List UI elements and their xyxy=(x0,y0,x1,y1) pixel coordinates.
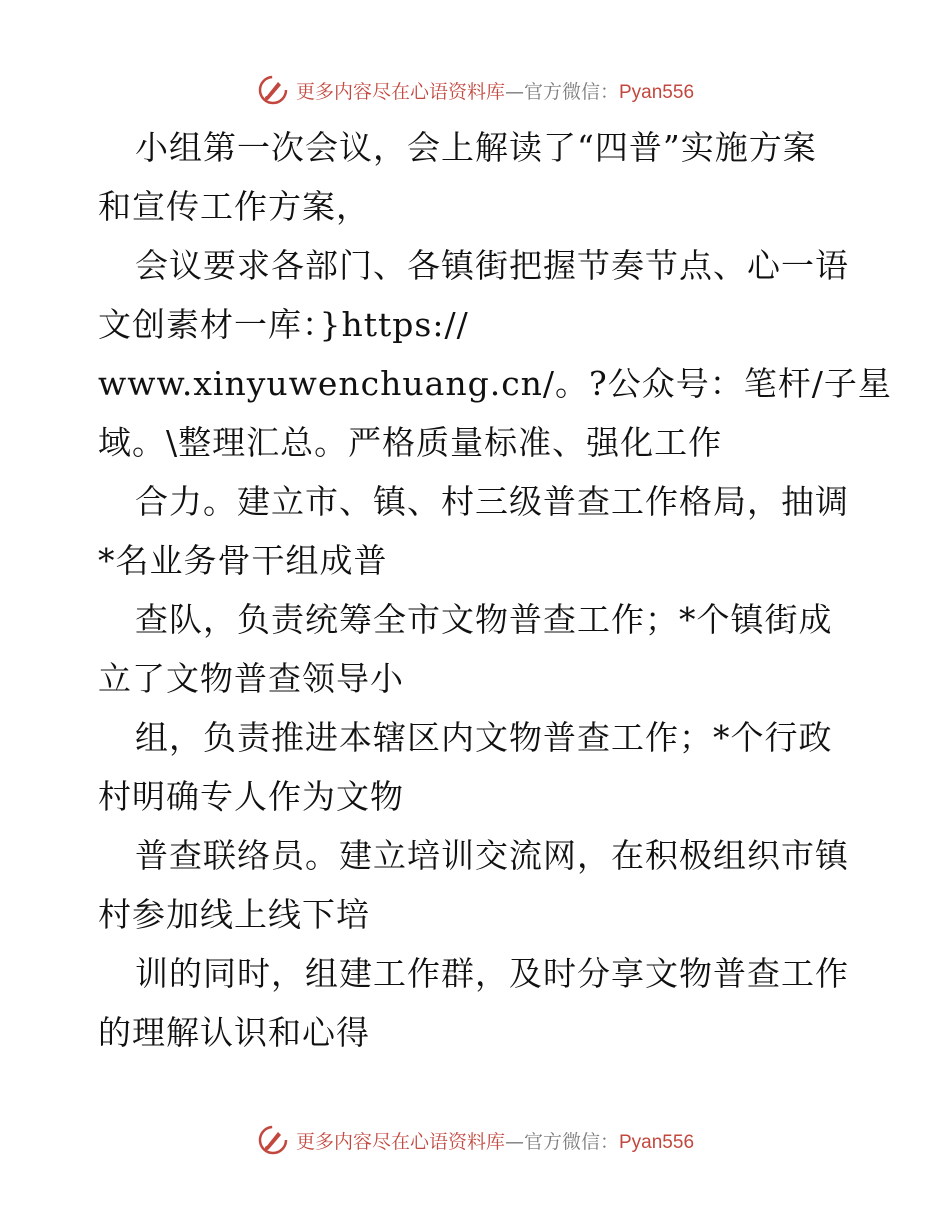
text-line: 域。\整理汇总。严格质量标准、强化工作 xyxy=(98,423,723,462)
text-line: 组，负责推进本辖区内文物普查工作；*个行政 xyxy=(135,718,833,757)
header-banner xyxy=(0,70,950,110)
text-line: 合力。建立市、镇、村三级普查工作格局，抽调 xyxy=(135,482,849,521)
banner-text xyxy=(296,77,694,104)
banner-sub-text: —官方微信： xyxy=(504,80,619,103)
banner-main-text: 更多内容尽在心语资料库 xyxy=(295,1130,505,1153)
banner-text xyxy=(296,1127,694,1154)
banner-account: Pyan556 xyxy=(619,1131,695,1153)
footer-banner xyxy=(0,1120,950,1160)
text-line: 文创素材一库：}https:// xyxy=(98,305,469,344)
text-line: 小组第一次会议，会上解读了“四普”实施方案 xyxy=(135,128,817,167)
text-line: *名业务骨干组成普 xyxy=(98,541,388,580)
banner-main-text: 更多内容尽在心语资料库 xyxy=(295,80,505,103)
pen-swirl-logo-icon xyxy=(256,1123,290,1157)
text-line: 会议要求各部门、各镇街把握节奏节点、心一语 xyxy=(135,246,849,285)
banner-sub-text: —官方微信： xyxy=(504,1130,619,1153)
document-body xyxy=(98,118,892,1062)
text-line: 的理解认识和心得 xyxy=(98,1013,370,1052)
text-line: 查队，负责统筹全市文物普查工作；*个镇街成 xyxy=(135,600,833,639)
pen-swirl-logo-icon xyxy=(256,73,290,107)
text-line: 普查联络员。建立培训交流网，在积极组织市镇 xyxy=(135,836,849,875)
text-line: www.xinyuwenchuang.cn/。?公众号：笔杆/子星 xyxy=(98,364,892,403)
banner-account: Pyan556 xyxy=(619,81,695,103)
text-line: 村明确专人作为文物 xyxy=(98,777,404,816)
text-line: 训的同时，组建工作群，及时分享文物普查工作 xyxy=(135,954,849,993)
text-line: 立了文物普查领导小 xyxy=(98,659,404,698)
text-line: 和宣传工作方案， xyxy=(98,187,370,226)
text-line: 村参加线上线下培 xyxy=(98,895,370,934)
